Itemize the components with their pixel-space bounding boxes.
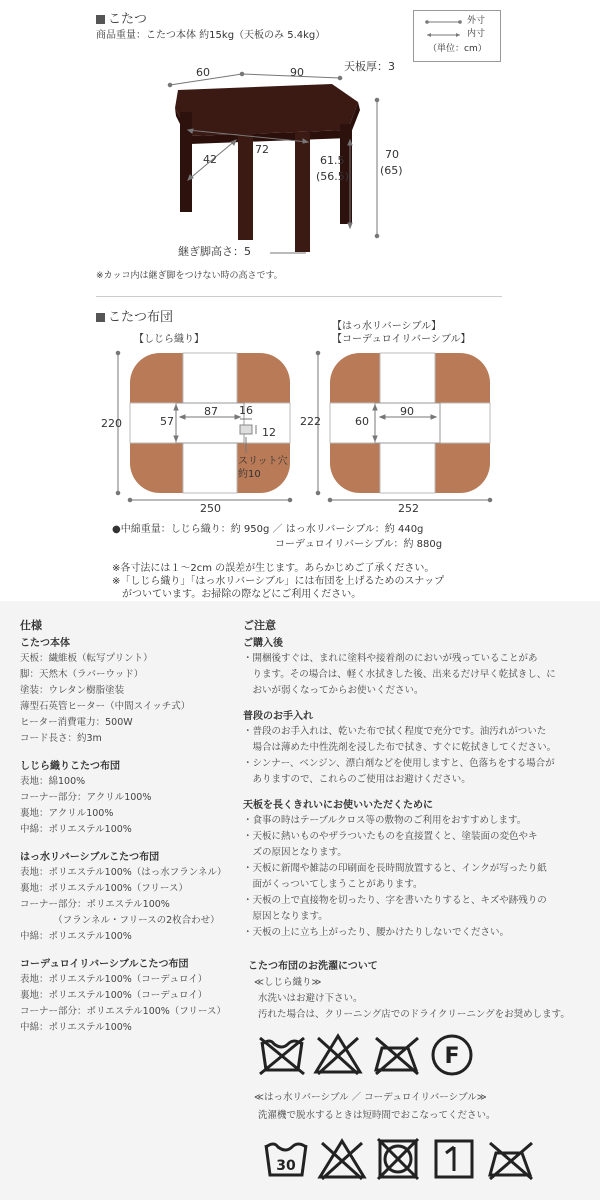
spec-line: 表地：ポリエステル100%（コーデュロイ） (20, 974, 208, 985)
spec-line: 表地：ポリエステル100%（はっ水フランネル） (20, 867, 227, 878)
no-iron-icon (490, 1143, 532, 1179)
spec-line: 中綿：ポリエステル100% (20, 1022, 132, 1033)
hang-dry-icon (436, 1141, 472, 1177)
futon-reversible-width: 252 (398, 502, 419, 515)
care-icons-reversible (262, 1135, 562, 1185)
svg-text:F: F (444, 1044, 460, 1069)
kotatsu-table-illustration (150, 60, 450, 260)
square-bullet-icon (96, 15, 105, 24)
spec-line: コーナー部分：ポリエステル100% (20, 899, 170, 910)
caution-line: ・開梱後すぐは、まれに塗料や接着剤のにおいが残っていることがあ (243, 653, 538, 664)
futon-shijira-width: 250 (200, 502, 221, 515)
caution-line: ・天板に新聞や雑誌の印刷面を長時間放置すると、インクが写ったり紙 (243, 863, 547, 874)
spec-line: ヒーター消費電力：500W (20, 717, 133, 728)
futon-note-1: ※各寸法には１～2cm の誤差が生じます。あらかじめご了承ください。 (112, 563, 435, 574)
caution-line: 原因となります。 (243, 911, 328, 922)
dim-top-thickness: 天板厚：3 (344, 60, 395, 73)
reversible-wash-label: ≪はっ水リバーシブル ／ コーデュロイリバーシブル≫ (254, 1092, 487, 1103)
caution-line: ・天板に熱いものやザラついたものを直接置くと、塗装面の変色やキ (243, 831, 538, 842)
dry-clean-f-icon (433, 1036, 471, 1074)
dim-depth: 60 (196, 66, 210, 79)
caution-line: ・天板の上に立ち上がったり、腰かけたりしないでください。 (243, 927, 510, 938)
spec-line: コーナー部分：アクリル100% (20, 792, 152, 803)
spec-group-title: しじら織りこたつ布団 (20, 761, 120, 772)
no-bleach-icon (316, 1036, 360, 1074)
futon-heading: こたつ布団 (96, 306, 173, 325)
filling-weight-2: コーデュロイリバーシブル：約 880g (275, 539, 443, 550)
legend-outer: 外寸 (467, 16, 486, 26)
spec-line: 中綿：ポリエステル100% (20, 931, 132, 942)
slit-width: 16 (239, 404, 253, 417)
futon-note-2: ※「しじら織り」「はっ水リバーシブル」には布団を上げるためのスナップ (112, 576, 445, 587)
shijira-wash-label: ≪しじら織り≫ (254, 977, 322, 988)
caution-line: ズの原因となります。 (243, 847, 347, 858)
caution-line: ります。その場合は、軽く水拭きした後、出来るだけ早く乾拭きし、に (243, 669, 556, 680)
dim-leg-extension: 継ぎ脚高さ：5 (178, 245, 251, 258)
caution-line: 場合は薄めた中性洗剤を浸した布で拭き、すぐに乾拭きしてください。 (243, 742, 557, 753)
table-leg (295, 132, 310, 252)
product-weight: 商品重量：こたつ本体 約15kg（天板のみ 5.4kg） (96, 30, 326, 41)
reversible-wash-line: 洗濯機で脱水するときは短時間でおこなってください。 (258, 1110, 496, 1121)
futon-reversible-diagram (300, 345, 510, 505)
spec-line: コード長さ：約3m (20, 733, 102, 744)
table-top (175, 84, 358, 136)
caution-line: ・普段のお手入れは、乾いた布で拭く程度で充分です。油汚れがついた (243, 726, 547, 737)
dim-height: 70 (385, 148, 399, 161)
futon-reversible-inner-w: 90 (400, 405, 414, 418)
futon-label-reversible-2: 【コーデュロイリバーシブル】 (332, 334, 471, 345)
spec-line: 天板：繊維板（転写プリント） (20, 653, 153, 664)
filling-weight-1: ●中綿重量：しじら織り：約 950g ／ はっ水リバーシブル：約 440g (112, 524, 424, 535)
futon-shijira-inner-h: 57 (160, 415, 174, 428)
svg-text:30: 30 (276, 1158, 296, 1174)
spec-line: 中綿：ポリエステル100% (20, 824, 132, 835)
no-iron-icon (376, 1038, 418, 1074)
futon-reversible-inner-h: 60 (355, 415, 369, 428)
caution-line: ・シンナー、ベンジン、漂白剤などを使用しますと、色落ちをする場合が (243, 758, 555, 769)
legend-unit: （単位：cm） (428, 44, 487, 54)
caution-title: ご注意 (243, 619, 276, 632)
no-wash-icon (260, 1038, 304, 1074)
futon-shijira-diagram (100, 345, 310, 505)
spec-column (20, 634, 235, 1036)
futon-label-reversible-1: 【はっ水リバーシブル】 (332, 321, 442, 332)
futon-note-3: がついています。お掃除の際などにご利用ください。 (122, 589, 362, 600)
caution-column (243, 634, 593, 941)
caution-line: ありますので、これらのご使用はお避けください。 (243, 774, 471, 785)
wash-30-icon (266, 1144, 306, 1175)
spec-line: 塗装：ウレタン樹脂塗装 (20, 685, 125, 696)
spec-line: 裏地：ポリエステル100%（コーデュロイ） (20, 990, 208, 1001)
table-leg (238, 130, 253, 240)
slit-size: 約10 (238, 469, 261, 480)
caution-group-title: 普段のお手入れ (243, 711, 313, 722)
futon-shijira-inner-w: 87 (204, 405, 218, 418)
kotatsu-note: ※カッコ内は継ぎ脚をつけない時の高さです。 (96, 271, 283, 281)
spec-title: 仕様 (20, 619, 42, 632)
caution-group-title: ご購入後 (243, 638, 283, 649)
shijira-wash-line-1: 水洗いはお避け下さい。 (258, 993, 363, 1004)
square-bullet-icon (96, 313, 105, 322)
spec-line: コーナー部分：ポリエステル100%（フリース） (20, 1006, 226, 1017)
caution-line: ・天板の上で直接物を切ったり、字を書いたりすると、キズや跡残りの (243, 895, 547, 906)
spec-group-title: こたつ本体 (20, 638, 70, 649)
dim-inner-height: 61.5 (320, 154, 345, 167)
caution-line: おいが弱くなってからお使いください。 (243, 685, 424, 696)
no-tumble-dry-icon (378, 1139, 418, 1179)
dimension-legend (413, 10, 501, 62)
slit-height: 12 (262, 426, 276, 439)
spec-line: 脚：天然木（ラバーウッド） (20, 669, 144, 680)
dim-inner-width: 72 (255, 143, 269, 156)
dim-inner-height-alt: (56.5) (316, 170, 350, 183)
wash-title: こたつ布団のお洗濯について (248, 961, 378, 972)
care-icons-shijira (258, 1030, 488, 1080)
slit-label: スリット穴 (238, 456, 288, 467)
futon-reversible-height: 222 (300, 415, 321, 428)
slit-hole (240, 425, 252, 434)
caution-line: ・食事の時はテーブルクロス等の敷物のご利用をおすすめします。 (243, 815, 527, 826)
spec-group-title: コーデュロイリバーシブルこたつ布団 (20, 959, 189, 970)
kotatsu-heading: こたつ (96, 8, 147, 27)
spec-line: （フランネル・フリースの2枚合わせ） (20, 915, 220, 926)
dim-inner-depth: 42 (203, 153, 217, 166)
shijira-wash-line-2: 汚れた場合は、クリーニング店でのドライクリーニングをお奨めします。 (258, 1009, 570, 1020)
spec-group-title: はっ水リバーシブルこたつ布団 (20, 852, 160, 863)
futon-label-shijira: 【しじら織り】 (134, 334, 204, 345)
dim-width: 90 (290, 66, 304, 79)
no-bleach-icon (320, 1141, 364, 1179)
spec-line: 裏地：ポリエステル100%（フリース） (20, 883, 188, 894)
caution-line: 面がくっついてしまうことがあります。 (243, 879, 423, 890)
section-divider (96, 296, 502, 297)
table-leg (180, 112, 192, 212)
dim-height-alt: (65) (380, 164, 403, 177)
spec-line: 裏地：アクリル100% (20, 808, 114, 819)
leg-ext-leader (270, 250, 310, 256)
caution-group-title: 天板を長くきれいにお使いいただくために (243, 800, 433, 811)
spec-line: 薄型石英管ヒーター（中間スイッチ式） (20, 701, 191, 712)
legend-inner: 内寸 (467, 29, 486, 39)
spec-line: 表地：綿100% (20, 776, 86, 787)
futon-shijira-height: 220 (101, 417, 122, 430)
